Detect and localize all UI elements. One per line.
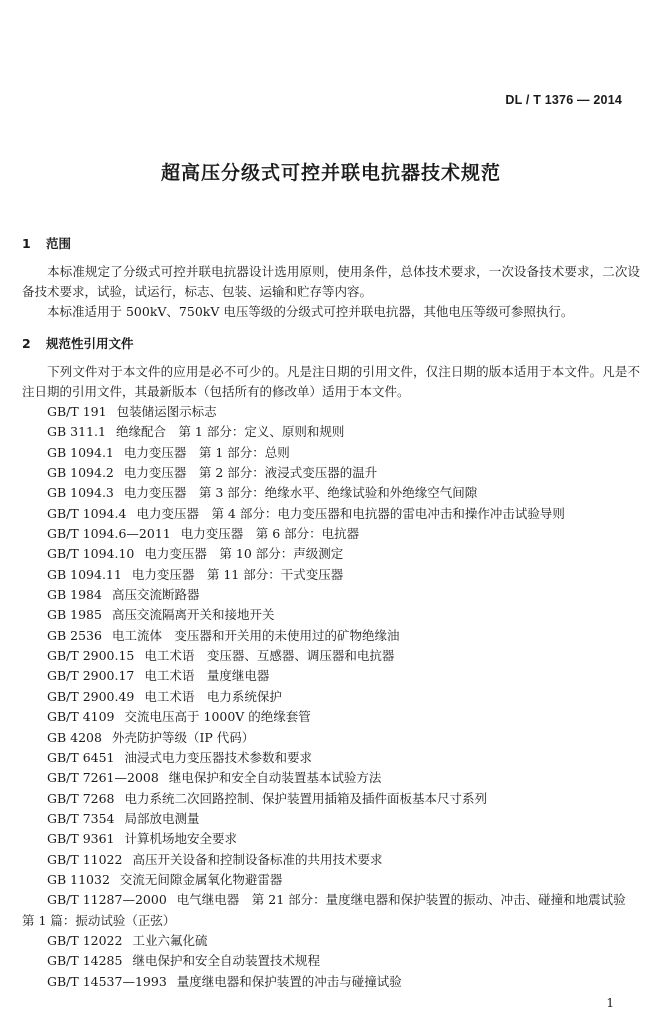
reference-item [22, 931, 640, 951]
reference-code: GB/T 191 [47, 404, 107, 419]
reference-code: GB/T 11022 [47, 851, 123, 867]
reference-item [22, 443, 640, 463]
reference-title: 量度继电器和保护装置的冲击与碰撞试验 [176, 973, 402, 989]
section-1-heading [22, 234, 71, 252]
reference-title: 包装储运图示标志 [116, 404, 217, 419]
reference-code: GB/T 1094.10 [47, 546, 135, 562]
section-number: 2 [22, 336, 31, 351]
reference-title: 电工术语 变压器、互感器、调压器和电抗器 [144, 648, 395, 664]
reference-title: 电力变压器 第 11 部分：干式变压器 [131, 566, 344, 582]
reference-title: 电力变压器 第 10 部分：声级测定 [144, 546, 344, 562]
paragraph-text: 本标准适用于 500kV、750kV 电压等级的分级式可控并联电抗器，其他电压等级可参照执行。 [47, 304, 574, 319]
reference-item [22, 666, 640, 686]
page-number: 1 [606, 996, 614, 1010]
normative-references-list [22, 402, 640, 992]
document-title: 超高压分级式可控并联电抗器技术规范 [160, 162, 501, 184]
reference-item [22, 565, 640, 585]
reference-title: 高压开关设备和控制设备标准的共用技术要求 [132, 851, 383, 867]
reference-item [22, 829, 640, 849]
reference-title: 绝缘配合 第 1 部分：定义、原则和规则 [115, 424, 345, 440]
reference-code: GB/T 1094.6—2011 [47, 526, 171, 542]
reference-code: GB/T 2900.15 [47, 648, 135, 664]
reference-code: GB 1984 [47, 587, 102, 603]
paragraph-text: 本标准规定了分级式可控并联电抗器设计选用原则，使用条件，总体技术要求，一次设备技术要求，二次设备技术要求，试验，试运行，标志、包装、运输和贮存等内容。 [22, 264, 640, 299]
section-title: 规范性引用文件 [46, 336, 134, 351]
reference-title: 电力变压器 第 4 部分：电力变压器和电抗器的雷电冲击和操作冲击试验导则 [136, 505, 565, 521]
standard-code-header: DL / T 1376 — 2014 [505, 93, 622, 107]
reference-item [22, 626, 640, 646]
reference-item [22, 422, 640, 442]
reference-title: 计算机场地安全要求 [124, 831, 238, 847]
reference-title: 交流电压高于 1000V 的绝缘套管 [124, 709, 311, 725]
reference-code: GB 1094.1 [47, 444, 114, 460]
reference-code: GB 2536 [47, 627, 102, 643]
reference-code: GB/T 7354 [47, 810, 115, 826]
reference-code: GB 1094.2 [47, 465, 114, 481]
reference-item [22, 890, 640, 931]
reference-title: 外壳防护等级（IP 代码） [111, 729, 255, 745]
reference-title: 继电保护和安全自动装置技术规程 [132, 953, 320, 969]
reference-title: 电力变压器 第 2 部分：液浸式变压器的温升 [123, 465, 378, 481]
section-2-heading [22, 334, 134, 352]
reference-item [22, 972, 640, 992]
reference-title: 高压交流隔离开关和接地开关 [111, 607, 275, 623]
reference-code: GB 1094.3 [47, 485, 114, 501]
reference-code: GB/T 14285 [47, 953, 123, 969]
reference-code: GB/T 7261—2008 [47, 770, 159, 786]
reference-item [22, 524, 640, 544]
reference-item [22, 646, 640, 666]
reference-item [22, 728, 640, 748]
reference-item [22, 687, 640, 707]
reference-item [22, 850, 640, 870]
references-intro-paragraph [22, 362, 640, 402]
reference-item [22, 504, 640, 524]
reference-item [22, 463, 640, 483]
reference-item [22, 402, 640, 422]
reference-item [22, 707, 640, 727]
reference-code: GB 4208 [47, 729, 102, 745]
reference-code: GB/T 2900.17 [47, 668, 135, 684]
reference-title: 油浸式电力变压器技术参数和要求 [124, 749, 313, 765]
reference-code: GB/T 11287—2000 [47, 892, 167, 908]
reference-item [22, 951, 640, 971]
reference-title: 电工术语 电力系统保护 [144, 688, 282, 704]
reference-item [22, 809, 640, 829]
paragraph-text: 下列文件对于本文件的应用是必不可少的。凡是注日期的引用文件，仅注日期的版本适用于本文件。凡是不注日期的引用文件，其最新版本（包括所有的修改单）适用于本文件。 [22, 364, 640, 399]
reference-item [22, 585, 640, 605]
section-title: 范围 [46, 236, 72, 251]
reference-code: GB/T 14537—1993 [47, 973, 167, 989]
reference-title: 电工流体 变压器和开关用的未使用过的矿物绝缘油 [111, 627, 400, 643]
reference-code: GB 11032 [47, 871, 110, 887]
reference-code: GB 1985 [47, 607, 102, 623]
reference-title: 电力变压器 第 1 部分：总则 [123, 444, 290, 460]
section-number: 1 [22, 236, 31, 251]
scope-paragraph-2 [22, 302, 640, 322]
reference-code: GB/T 7268 [47, 790, 115, 806]
reference-title: 高压交流断路器 [111, 587, 200, 603]
reference-title: 电力变压器 第 3 部分：绝缘水平、绝缘试验和外绝缘空气间隙 [123, 485, 478, 501]
reference-item [22, 870, 640, 890]
scope-paragraph-1 [22, 262, 640, 302]
reference-item [22, 748, 640, 768]
reference-title: 电气继电器 第 21 部分：量度继电器和保护装置的振动、冲击、碰撞和地震试验 第 1 篇：振动试验（正弦） [22, 892, 639, 928]
reference-item [22, 789, 640, 809]
reference-item [22, 544, 640, 564]
reference-code: GB/T 12022 [47, 932, 123, 948]
reference-title: 电力系统二次回路控制、保护装置用插箱及插件面板基本尺寸系列 [124, 790, 488, 806]
reference-title: 继电保护和安全自动装置基本试验方法 [168, 770, 382, 786]
reference-title: 交流无间隙金属氧化物避雷器 [119, 871, 283, 887]
reference-code: GB/T 2900.49 [47, 688, 135, 704]
reference-item [22, 768, 640, 788]
reference-code: GB/T 9361 [47, 831, 115, 847]
reference-code: GB/T 6451 [47, 749, 115, 765]
reference-item [22, 483, 640, 503]
reference-title: 电工术语 量度继电器 [144, 668, 270, 684]
reference-title: 电力变压器 第 6 部分：电抗器 [180, 526, 360, 542]
reference-code: GB/T 4109 [47, 709, 115, 725]
reference-code: GB/T 1094.4 [47, 505, 127, 521]
reference-item [22, 605, 640, 625]
reference-code: GB 311.1 [47, 424, 106, 440]
reference-title: 局部放电测量 [124, 810, 200, 826]
reference-code: GB 1094.11 [47, 566, 122, 582]
reference-title: 工业六氟化硫 [132, 932, 208, 948]
